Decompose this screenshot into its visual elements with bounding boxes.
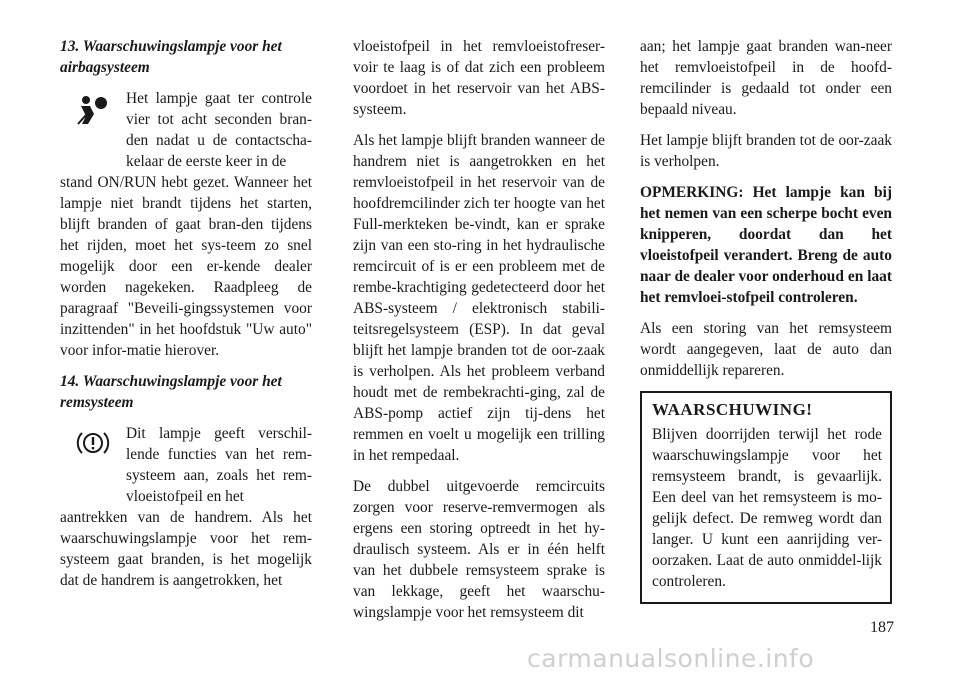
column-left: [60, 36, 312, 601]
watermark: carmanualsonline.info: [527, 644, 815, 673]
brake-icon-row: [60, 423, 312, 507]
airbag-text-intro: Het lampje gaat ter controle vier tot acht seconden bran-den nadat u de contactscha-kelaar de eerste keer in de: [126, 90, 312, 170]
section-13-heading: 13. Waarschuwingslampje voor het airbagsysteem: [60, 38, 282, 76]
section-14-heading: 14. Waarschuwingslampje voor het remsysteem: [60, 373, 282, 411]
col2-paragraph-3: De dubbel uitgevoerde remcircuits zorgen voor reserve-remvermogen als ergens een storing optreedt in het hy-draulisch systeem. Als er in één helft van het dubbele remsysteem sprake is van lekkage, geeft het waarschu-wingslampje voor het remsysteem dit: [353, 478, 605, 621]
column-middle: [353, 36, 605, 633]
col3-paragraph-3: Als een storing van het remsysteem wordt aangegeven, laat de auto dan onmiddellijk repareren.: [640, 320, 892, 379]
brake-text: aantrekken van de handrem. Als het waarschuwingslampje voor het rem-systeem gaat branden, is het mogelijk dat de handrem is aangetrokken, het: [60, 509, 312, 589]
airbag-icon: [60, 88, 126, 126]
warning-box: [640, 391, 892, 604]
brake-warning-icon: [60, 423, 126, 457]
col3-paragraph-2: Het lampje blijft branden tot de oor-zaak is verholpen.: [640, 132, 892, 170]
brake-text-intro: Dit lampje geeft verschil-lende functies van het rem-systeem aan, zoals het rem-vloeistofpeil en het: [126, 425, 312, 505]
column-right: [640, 36, 892, 604]
airbag-icon-row: [60, 88, 312, 172]
page-number: 187: [870, 619, 894, 636]
col3-paragraph-1: aan; het lampje gaat branden wan-neer het remvloeistofpeil in de hoofd-remcilinder is gedaald tot onder een bepaald niveau.: [640, 38, 892, 118]
warning-text: Blijven doorrijden terwijl het rode waarschuwingslampje voor het remsysteem brandt, is gevaarlijk. Een deel van het remsysteem is mo-gelijk defect. De remweg wordt dan langer. U kunt een aanrijding ver-oorzaken. Laat de auto onmiddel-lijk controleren.: [652, 426, 882, 590]
col2-paragraph-2: Als het lampje blijft branden wanneer de handrem niet is aangetrokken en het remvloeistofpeil in het reservoir van de hoofdremcilinder zich ter hoogte van het Full-merkteken be-vindt, kan er sprake zijn van een sto-ring in het hydraulische remcircuit of is er een probleem met de rembe-krachtiging gedetecteerd door het ABS-systeem / elektronisch stabili-teitsregelsysteem (ESP). In dat geval blijft het lampje branden tot de oor-zaak is verholpen. Als het probleem verband houdt met de rembekrachti-ging, zal de ABS-pomp actief zijn tij-dens het remmen en voelt u mogelijk een trilling in het rempedaal.: [353, 132, 605, 464]
col2-paragraph-1: vloeistofpeil in het remvloeistofreser-voir te laag is of dat zich een probleem voordoet in het reservoir van het ABS-systeem.: [353, 38, 605, 118]
warning-title: WAARSCHUWING!: [652, 400, 813, 419]
note-paragraph: OPMERKING: Het lampje kan bij het nemen van een scherpe bocht even knipperen, doordat dan het vloeistofpeil verandert. Breng de auto naar de dealer voor onderhoud en laat het remvloei-stofpeil controleren.: [640, 184, 892, 306]
airbag-text: stand ON/RUN hebt gezet. Wanneer het lampje niet brandt tijdens het starten, blijft branden of gaat bran-den tijdens het rijden, moet het sys-teem zo snel mogelijk door een er-kende dealer worden nagekeken. Raadpleeg de paragraaf "Beveili-gingssystemen voor inzittenden" in het hoofdstuk "Uw auto" voor infor-matie hierover.: [60, 174, 312, 359]
